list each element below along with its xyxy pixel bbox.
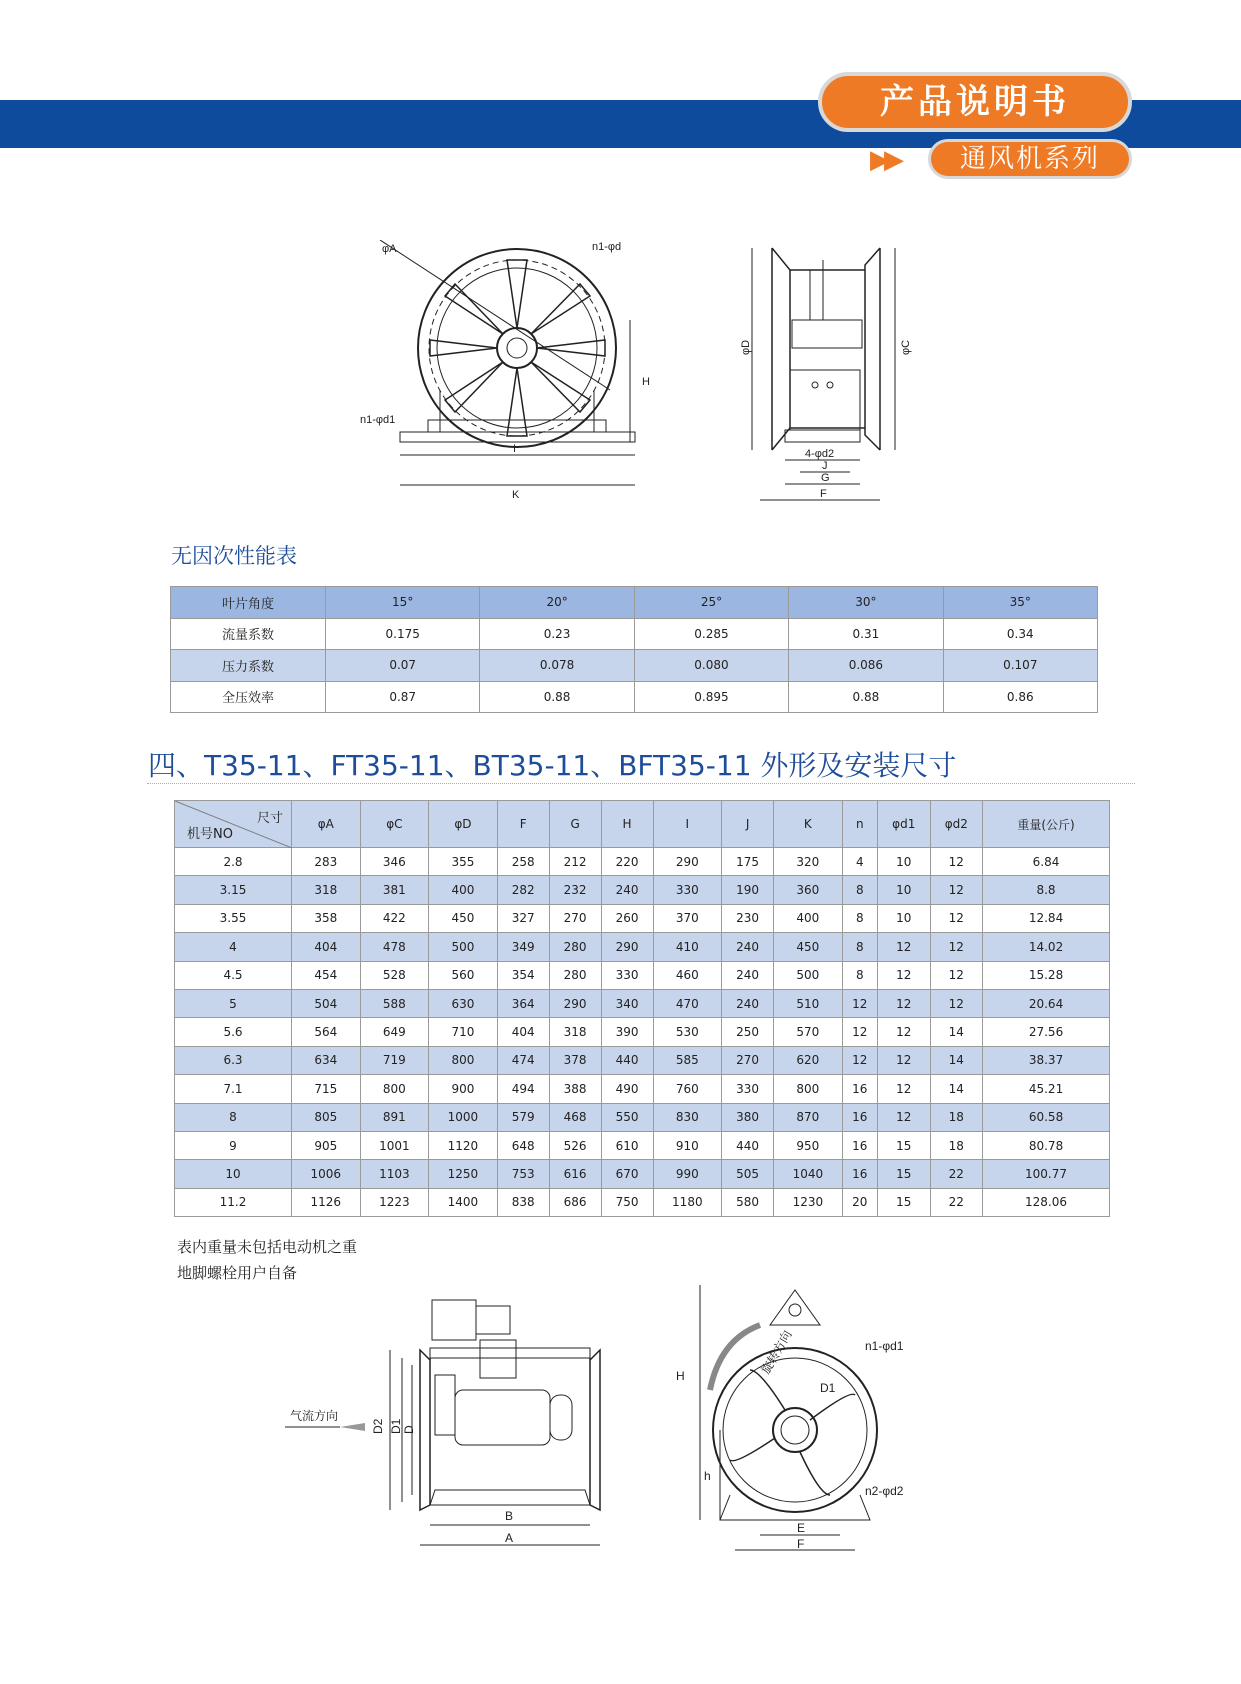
svg-text:φD: φD bbox=[740, 339, 752, 355]
table-cell: 282 bbox=[497, 876, 549, 904]
table-cell: 11.2 bbox=[175, 1188, 292, 1216]
table-cell: 378 bbox=[549, 1046, 601, 1074]
table-cell: 360 bbox=[774, 876, 843, 904]
table-cell: 25° bbox=[634, 587, 788, 619]
svg-text:n1-φd1: n1-φd1 bbox=[360, 414, 396, 426]
table-cell: 649 bbox=[360, 1018, 429, 1046]
svg-text:D1: D1 bbox=[820, 1381, 836, 1395]
table-row bbox=[171, 618, 1098, 650]
table-cell: 0.107 bbox=[943, 650, 1097, 682]
table-cell: 760 bbox=[653, 1075, 722, 1103]
table-cell: 670 bbox=[601, 1160, 653, 1188]
table-cell: 3.55 bbox=[175, 904, 292, 932]
table-cell: 20 bbox=[842, 1188, 877, 1216]
table-cell: 634 bbox=[292, 1046, 361, 1074]
table-cell: 1250 bbox=[429, 1160, 498, 1188]
svg-text:n1-φd: n1-φd bbox=[592, 241, 622, 253]
table-cell: 16 bbox=[842, 1075, 877, 1103]
table-row bbox=[175, 848, 1110, 876]
table-cell: 14 bbox=[930, 1075, 983, 1103]
arrows-icon: ▶▶ bbox=[870, 145, 898, 175]
table-cell: 流量系数 bbox=[171, 618, 326, 650]
table-cell: 8 bbox=[175, 1103, 292, 1131]
table-cell: 260 bbox=[601, 904, 653, 932]
table-cell: 叶片角度 bbox=[171, 587, 326, 619]
table-cell: 550 bbox=[601, 1103, 653, 1131]
table-cell: 压力系数 bbox=[171, 650, 326, 682]
table-cell: 240 bbox=[722, 961, 774, 989]
table-cell: 230 bbox=[722, 904, 774, 932]
table-cell: 500 bbox=[774, 961, 843, 989]
table-cell: 0.88 bbox=[480, 681, 634, 713]
table-cell: 280 bbox=[549, 933, 601, 961]
svg-text:φA: φA bbox=[382, 243, 397, 255]
table-cell: 320 bbox=[774, 848, 843, 876]
svg-text:E: E bbox=[797, 1521, 806, 1535]
table-cell: 494 bbox=[497, 1075, 549, 1103]
table-cell: 400 bbox=[429, 876, 498, 904]
table-cell: 490 bbox=[601, 1075, 653, 1103]
table-cell: 7.1 bbox=[175, 1075, 292, 1103]
table-cell: 100.77 bbox=[983, 1160, 1110, 1188]
table-cell: 0.175 bbox=[326, 618, 480, 650]
table-cell: 12.84 bbox=[983, 904, 1110, 932]
svg-text:n2-φd2: n2-φd2 bbox=[865, 1484, 904, 1498]
table-cell: 12 bbox=[878, 933, 931, 961]
table-cell: 8 bbox=[842, 961, 877, 989]
table-cell: 422 bbox=[360, 904, 429, 932]
table-cell: 470 bbox=[653, 989, 722, 1017]
column-header: J bbox=[722, 801, 774, 848]
table-cell: 240 bbox=[601, 876, 653, 904]
table-cell: 710 bbox=[429, 1018, 498, 1046]
table-cell: 750 bbox=[601, 1188, 653, 1216]
table-cell: 12 bbox=[878, 961, 931, 989]
table-cell: 610 bbox=[601, 1131, 653, 1159]
table-cell: 510 bbox=[774, 989, 843, 1017]
table-cell: 15.28 bbox=[983, 961, 1110, 989]
svg-text:h: h bbox=[704, 1469, 711, 1483]
table-cell: 5.6 bbox=[175, 1018, 292, 1046]
svg-text:旋转方向: 旋转方向 bbox=[758, 1327, 795, 1377]
svg-text:H: H bbox=[676, 1369, 685, 1383]
table-header-row bbox=[175, 801, 1110, 848]
table-cell: 212 bbox=[549, 848, 601, 876]
table-cell: 60.58 bbox=[983, 1103, 1110, 1131]
table-cell: 1040 bbox=[774, 1160, 843, 1188]
table-cell: 15 bbox=[878, 1160, 931, 1188]
table-cell: 6.84 bbox=[983, 848, 1110, 876]
table-cell: 318 bbox=[549, 1018, 601, 1046]
table-cell: 468 bbox=[549, 1103, 601, 1131]
table-row bbox=[175, 904, 1110, 932]
table-cell: 500 bbox=[429, 933, 498, 961]
table-cell: 579 bbox=[497, 1103, 549, 1131]
table-cell: 330 bbox=[722, 1075, 774, 1103]
table-row bbox=[175, 1188, 1110, 1216]
table-cell: 38.37 bbox=[983, 1046, 1110, 1074]
column-header: 重量(公斤) bbox=[983, 801, 1110, 848]
table-cell: 45.21 bbox=[983, 1075, 1110, 1103]
svg-text:φC: φC bbox=[900, 339, 912, 355]
table-cell: 10 bbox=[175, 1160, 292, 1188]
svg-text:I: I bbox=[513, 443, 517, 455]
table-cell: 16 bbox=[842, 1160, 877, 1188]
table-cell: 6.3 bbox=[175, 1046, 292, 1074]
table-cell: 588 bbox=[360, 989, 429, 1017]
table-cell: 400 bbox=[774, 904, 843, 932]
table-cell: 349 bbox=[497, 933, 549, 961]
table-cell: 0.31 bbox=[789, 618, 943, 650]
table-cell: 全压效率 bbox=[171, 681, 326, 713]
table-cell: 14 bbox=[930, 1046, 983, 1074]
table-cell: 8 bbox=[842, 876, 877, 904]
table-cell: 0.080 bbox=[634, 650, 788, 682]
table-cell: 0.285 bbox=[634, 618, 788, 650]
table-cell: 270 bbox=[549, 904, 601, 932]
table-cell: 14 bbox=[930, 1018, 983, 1046]
table-cell: 12 bbox=[878, 1046, 931, 1074]
table-cell: 440 bbox=[601, 1046, 653, 1074]
table-cell: 20.64 bbox=[983, 989, 1110, 1017]
svg-text:D2: D2 bbox=[371, 1418, 385, 1434]
dimensions-title: 四、T35-11、FT35-11、BT35-11、BFT35-11 外形及安装尺寸 bbox=[148, 749, 957, 782]
table-cell: 616 bbox=[549, 1160, 601, 1188]
table-cell: 12 bbox=[878, 1018, 931, 1046]
table-row bbox=[175, 1018, 1110, 1046]
table-cell: 20° bbox=[480, 587, 634, 619]
table-cell: 364 bbox=[497, 989, 549, 1017]
table-cell: 648 bbox=[497, 1131, 549, 1159]
table-cell: 460 bbox=[653, 961, 722, 989]
table-cell: 12 bbox=[930, 904, 983, 932]
table-cell: 12 bbox=[878, 1103, 931, 1131]
column-header: H bbox=[601, 801, 653, 848]
table-cell: 10 bbox=[878, 876, 931, 904]
column-header: φD bbox=[429, 801, 498, 848]
table-cell: 900 bbox=[429, 1075, 498, 1103]
table-cell: 990 bbox=[653, 1160, 722, 1188]
table-cell: 910 bbox=[653, 1131, 722, 1159]
table-cell: 800 bbox=[774, 1075, 843, 1103]
table-cell: 0.86 bbox=[943, 681, 1097, 713]
column-header: F bbox=[497, 801, 549, 848]
table-cell: 27.56 bbox=[983, 1018, 1110, 1046]
performance-table bbox=[170, 586, 1098, 713]
table-cell: 388 bbox=[549, 1075, 601, 1103]
table-cell: 12 bbox=[842, 989, 877, 1017]
table-cell: 560 bbox=[429, 961, 498, 989]
table-cell: 564 bbox=[292, 1018, 361, 1046]
table-cell: 570 bbox=[774, 1018, 843, 1046]
table-cell: 1006 bbox=[292, 1160, 361, 1188]
table-cell: 22 bbox=[930, 1188, 983, 1216]
table-cell: 318 bbox=[292, 876, 361, 904]
table-cell: 232 bbox=[549, 876, 601, 904]
table-cell: 12 bbox=[930, 933, 983, 961]
table-cell: 686 bbox=[549, 1188, 601, 1216]
table-cell: 12 bbox=[930, 961, 983, 989]
table-row bbox=[175, 933, 1110, 961]
table-cell: 950 bbox=[774, 1131, 843, 1159]
table-cell: 1180 bbox=[653, 1188, 722, 1216]
table-cell: 2.8 bbox=[175, 848, 292, 876]
table-cell: 355 bbox=[429, 848, 498, 876]
table-cell: 12 bbox=[930, 848, 983, 876]
svg-text:J: J bbox=[822, 460, 828, 472]
table-cell: 330 bbox=[653, 876, 722, 904]
table-cell: 526 bbox=[549, 1131, 601, 1159]
table-cell: 454 bbox=[292, 961, 361, 989]
table-cell: 504 bbox=[292, 989, 361, 1017]
table-cell: 905 bbox=[292, 1131, 361, 1159]
table-cell: 830 bbox=[653, 1103, 722, 1131]
table-cell: 5 bbox=[175, 989, 292, 1017]
bottom-drawing bbox=[280, 1280, 940, 1555]
table-cell: 585 bbox=[653, 1046, 722, 1074]
divider bbox=[147, 783, 1135, 784]
column-header: φA bbox=[292, 801, 361, 848]
table-cell: 478 bbox=[360, 933, 429, 961]
svg-text:H: H bbox=[642, 376, 650, 388]
table-cell: 4.5 bbox=[175, 961, 292, 989]
table-cell: 258 bbox=[497, 848, 549, 876]
table-row bbox=[171, 681, 1098, 713]
table-cell: 358 bbox=[292, 904, 361, 932]
table-cell: 505 bbox=[722, 1160, 774, 1188]
table-cell: 450 bbox=[429, 904, 498, 932]
table-row bbox=[171, 650, 1098, 682]
table-cell: 404 bbox=[292, 933, 361, 961]
svg-text:n1-φd1: n1-φd1 bbox=[865, 1339, 904, 1353]
table-cell: 10 bbox=[878, 904, 931, 932]
table-cell: 1000 bbox=[429, 1103, 498, 1131]
table-row bbox=[175, 1131, 1110, 1159]
table-cell: 290 bbox=[653, 848, 722, 876]
table-cell: 9 bbox=[175, 1131, 292, 1159]
table-cell: 440 bbox=[722, 1131, 774, 1159]
note-weight: 表内重量未包括电动机之重 bbox=[177, 1238, 358, 1256]
table-cell: 283 bbox=[292, 848, 361, 876]
performance-title: 无因次性能表 bbox=[171, 544, 297, 568]
table-cell: 190 bbox=[722, 876, 774, 904]
table-cell: 474 bbox=[497, 1046, 549, 1074]
top-drawing bbox=[360, 240, 920, 530]
table-cell: 1223 bbox=[360, 1188, 429, 1216]
table-cell: 10 bbox=[878, 848, 931, 876]
svg-text:4-φd2: 4-φd2 bbox=[805, 448, 835, 460]
table-cell: 404 bbox=[497, 1018, 549, 1046]
table-cell: 12 bbox=[842, 1018, 877, 1046]
column-header: K bbox=[774, 801, 843, 848]
table-cell: 800 bbox=[360, 1075, 429, 1103]
table-cell: 370 bbox=[653, 904, 722, 932]
table-cell: 1400 bbox=[429, 1188, 498, 1216]
svg-text:D: D bbox=[402, 1425, 416, 1434]
table-cell: 4 bbox=[175, 933, 292, 961]
table-cell: 12 bbox=[878, 1075, 931, 1103]
table-cell: 12 bbox=[930, 876, 983, 904]
table-cell: 753 bbox=[497, 1160, 549, 1188]
table-cell: 250 bbox=[722, 1018, 774, 1046]
table-cell: 327 bbox=[497, 904, 549, 932]
table-row bbox=[175, 961, 1110, 989]
table-cell: 240 bbox=[722, 989, 774, 1017]
table-cell: 0.078 bbox=[480, 650, 634, 682]
table-cell: 16 bbox=[842, 1131, 877, 1159]
svg-text:气流方向: 气流方向 bbox=[290, 1409, 339, 1423]
table-cell: 12 bbox=[930, 989, 983, 1017]
table-cell: 838 bbox=[497, 1188, 549, 1216]
table-row bbox=[175, 1160, 1110, 1188]
svg-text:G: G bbox=[821, 472, 830, 484]
table-cell: 8.8 bbox=[983, 876, 1110, 904]
table-cell: 891 bbox=[360, 1103, 429, 1131]
table-cell: 719 bbox=[360, 1046, 429, 1074]
table-cell: 15 bbox=[878, 1131, 931, 1159]
table-cell: 390 bbox=[601, 1018, 653, 1046]
table-cell: 290 bbox=[601, 933, 653, 961]
table-cell: 0.88 bbox=[789, 681, 943, 713]
svg-text:F: F bbox=[820, 488, 827, 500]
table-row bbox=[175, 876, 1110, 904]
table-cell: 18 bbox=[930, 1103, 983, 1131]
table-cell: 0.23 bbox=[480, 618, 634, 650]
table-cell: 15 bbox=[878, 1188, 931, 1216]
table-cell: 4 bbox=[842, 848, 877, 876]
svg-text:K: K bbox=[512, 489, 520, 501]
table-cell: 80.78 bbox=[983, 1131, 1110, 1159]
table-cell: 8 bbox=[842, 904, 877, 932]
table-cell: 280 bbox=[549, 961, 601, 989]
table-cell: 410 bbox=[653, 933, 722, 961]
table-cell: 14.02 bbox=[983, 933, 1110, 961]
corner-bottom-label: 机号NO bbox=[187, 827, 233, 842]
svg-text:B: B bbox=[505, 1509, 514, 1523]
table-cell: 240 bbox=[722, 933, 774, 961]
table-cell: 530 bbox=[653, 1018, 722, 1046]
table-cell: 0.34 bbox=[943, 618, 1097, 650]
table-cell: 175 bbox=[722, 848, 774, 876]
table-cell: 380 bbox=[722, 1103, 774, 1131]
column-header: G bbox=[549, 801, 601, 848]
table-cell: 15° bbox=[326, 587, 480, 619]
table-cell: 290 bbox=[549, 989, 601, 1017]
page-title: 产品说明书 bbox=[818, 72, 1132, 132]
table-cell: 30° bbox=[789, 587, 943, 619]
table-cell: 330 bbox=[601, 961, 653, 989]
page-subtitle: 通风机系列 bbox=[928, 139, 1132, 179]
note-bolts: 地脚螺栓用户自备 bbox=[177, 1264, 298, 1282]
column-header: φd2 bbox=[930, 801, 983, 848]
table-cell: 630 bbox=[429, 989, 498, 1017]
table-cell: 0.895 bbox=[634, 681, 788, 713]
table-cell: 381 bbox=[360, 876, 429, 904]
table-cell: 580 bbox=[722, 1188, 774, 1216]
table-cell: 1103 bbox=[360, 1160, 429, 1188]
table-cell: 1126 bbox=[292, 1188, 361, 1216]
table-cell: 35° bbox=[943, 587, 1097, 619]
table-cell: 620 bbox=[774, 1046, 843, 1074]
table-cell: 870 bbox=[774, 1103, 843, 1131]
table-cell: 16 bbox=[842, 1103, 877, 1131]
table-cell: 800 bbox=[429, 1046, 498, 1074]
table-cell: 528 bbox=[360, 961, 429, 989]
corner-header bbox=[175, 801, 292, 848]
table-cell: 340 bbox=[601, 989, 653, 1017]
table-row bbox=[175, 989, 1110, 1017]
table-cell: 12 bbox=[878, 989, 931, 1017]
dimensions-table bbox=[174, 800, 1110, 1217]
table-cell: 346 bbox=[360, 848, 429, 876]
svg-text:D1: D1 bbox=[389, 1418, 403, 1434]
column-header: I bbox=[653, 801, 722, 848]
table-cell: 1230 bbox=[774, 1188, 843, 1216]
table-cell: 1120 bbox=[429, 1131, 498, 1159]
table-cell: 354 bbox=[497, 961, 549, 989]
table-cell: 12 bbox=[842, 1046, 877, 1074]
corner-top-label: 尺寸 bbox=[256, 811, 283, 826]
svg-text:F: F bbox=[797, 1537, 805, 1551]
table-cell: 715 bbox=[292, 1075, 361, 1103]
table-cell: 18 bbox=[930, 1131, 983, 1159]
table-cell: 1001 bbox=[360, 1131, 429, 1159]
svg-text:A: A bbox=[505, 1531, 514, 1545]
table-cell: 450 bbox=[774, 933, 843, 961]
table-cell: 22 bbox=[930, 1160, 983, 1188]
column-header: φd1 bbox=[878, 801, 931, 848]
table-cell: 8 bbox=[842, 933, 877, 961]
table-cell: 805 bbox=[292, 1103, 361, 1131]
table-cell: 3.15 bbox=[175, 876, 292, 904]
table-row bbox=[175, 1075, 1110, 1103]
table-cell: 128.06 bbox=[983, 1188, 1110, 1216]
table-cell: 0.87 bbox=[326, 681, 480, 713]
table-row bbox=[175, 1046, 1110, 1074]
table-cell: 0.086 bbox=[789, 650, 943, 682]
column-header: n bbox=[842, 801, 877, 848]
table-cell: 270 bbox=[722, 1046, 774, 1074]
column-header: φC bbox=[360, 801, 429, 848]
table-cell: 0.07 bbox=[326, 650, 480, 682]
table-cell: 220 bbox=[601, 848, 653, 876]
table-row bbox=[175, 1103, 1110, 1131]
table-row bbox=[171, 587, 1098, 619]
